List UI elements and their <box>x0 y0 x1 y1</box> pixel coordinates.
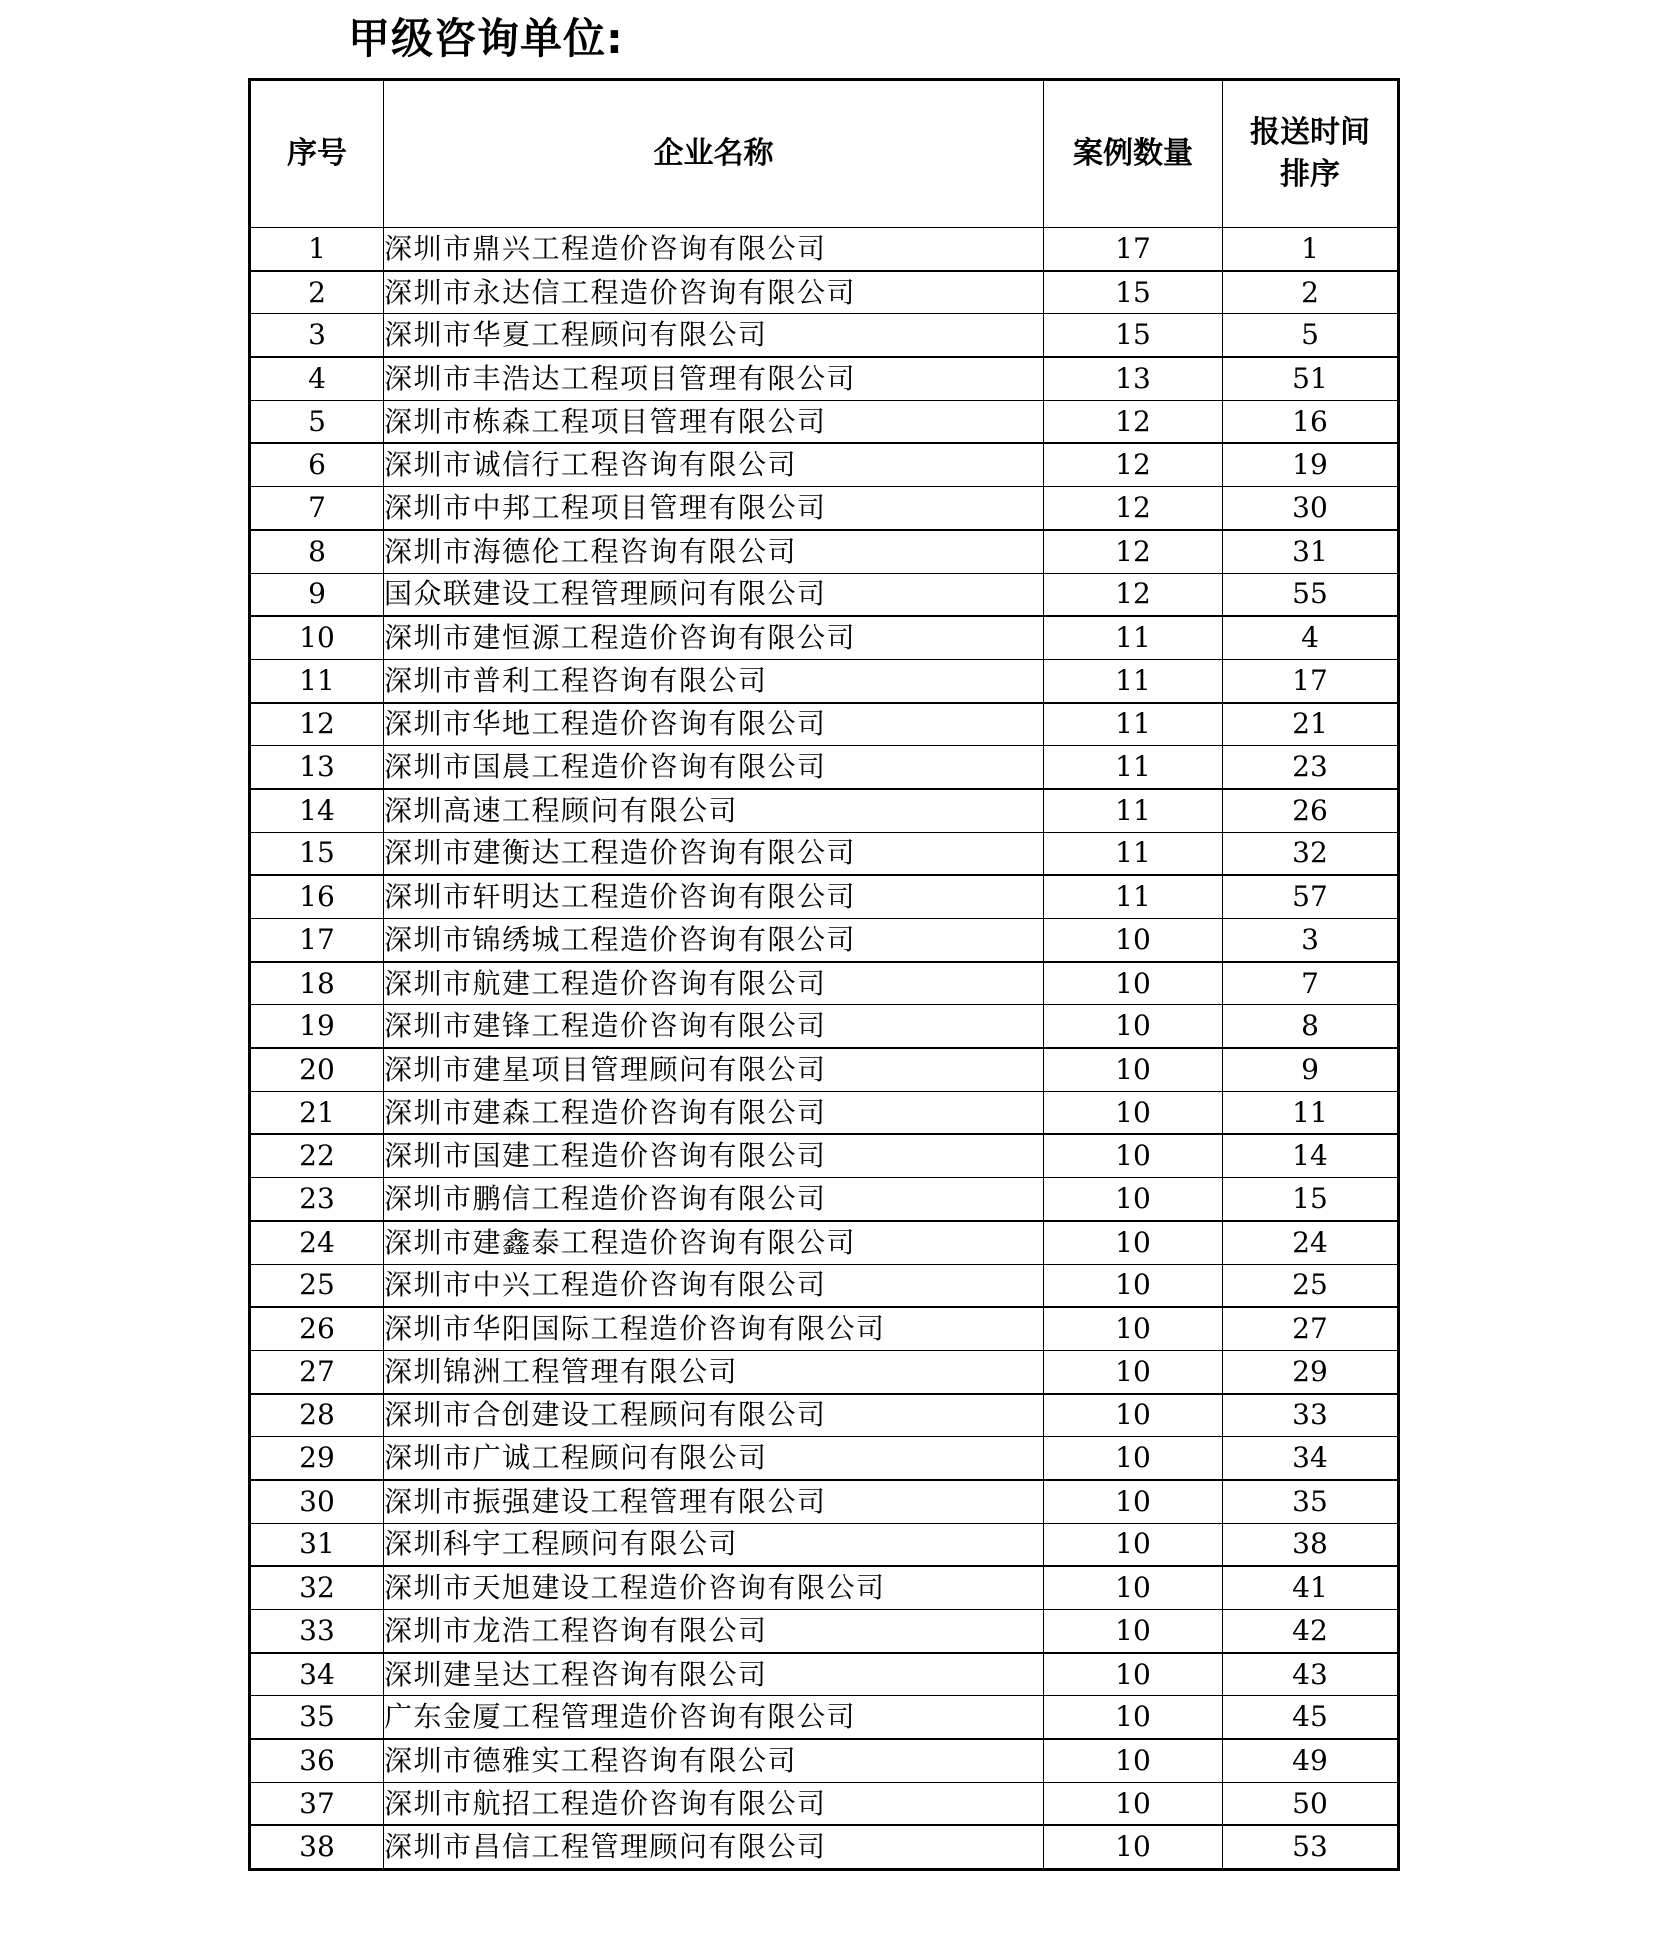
row-index: 18 <box>250 962 384 1005</box>
row-case-count: 11 <box>1044 659 1223 702</box>
row-submission-order: 25 <box>1223 1264 1399 1307</box>
row-company-name: 深圳市栋森工程项目管理有限公司 <box>384 400 1044 443</box>
row-index: 23 <box>250 1178 384 1221</box>
row-company-name: 深圳市航招工程造价咨询有限公司 <box>384 1782 1044 1825</box>
table-row <box>250 357 1399 400</box>
row-company-name: 深圳市天旭建设工程造价咨询有限公司 <box>384 1566 1044 1609</box>
table-row <box>250 1523 1399 1566</box>
table-row <box>250 1048 1399 1091</box>
row-case-count: 10 <box>1044 1134 1223 1177</box>
header-index: 序号 <box>250 80 384 228</box>
row-index: 17 <box>250 919 384 962</box>
row-company-name: 深圳市龙浩工程咨询有限公司 <box>384 1610 1044 1653</box>
header-submission-order-line2: 排序 <box>1280 157 1340 192</box>
table-row <box>250 1610 1399 1653</box>
table-row <box>250 1739 1399 1782</box>
header-submission-order <box>1223 80 1399 228</box>
row-index: 29 <box>250 1437 384 1480</box>
table-row <box>250 1307 1399 1350</box>
row-company-name: 深圳市国晨工程造价咨询有限公司 <box>384 746 1044 789</box>
table-row <box>250 443 1399 486</box>
table-row <box>250 1437 1399 1480</box>
row-index: 16 <box>250 875 384 918</box>
row-index: 9 <box>250 573 384 616</box>
row-company-name: 深圳市普利工程咨询有限公司 <box>384 659 1044 702</box>
row-submission-order: 21 <box>1223 703 1399 746</box>
row-case-count: 10 <box>1044 919 1223 962</box>
row-index: 30 <box>250 1480 384 1523</box>
row-submission-order: 2 <box>1223 271 1399 314</box>
header-row <box>250 80 1399 228</box>
table-row <box>250 659 1399 702</box>
row-submission-order: 11 <box>1223 1091 1399 1134</box>
row-case-count: 15 <box>1044 271 1223 314</box>
row-submission-order: 34 <box>1223 1437 1399 1480</box>
table-row <box>250 919 1399 962</box>
row-case-count: 10 <box>1044 1178 1223 1221</box>
row-case-count: 10 <box>1044 1825 1223 1869</box>
row-case-count: 10 <box>1044 1394 1223 1437</box>
row-company-name: 深圳市华地工程造价咨询有限公司 <box>384 703 1044 746</box>
row-index: 33 <box>250 1610 384 1653</box>
table-row <box>250 1221 1399 1264</box>
row-submission-order: 17 <box>1223 659 1399 702</box>
table-row <box>250 616 1399 659</box>
row-case-count: 10 <box>1044 962 1223 1005</box>
table-row <box>250 962 1399 1005</box>
row-company-name: 深圳锦洲工程管理有限公司 <box>384 1350 1044 1393</box>
row-case-count: 11 <box>1044 616 1223 659</box>
row-submission-order: 19 <box>1223 443 1399 486</box>
table-body <box>250 228 1399 1870</box>
row-submission-order: 43 <box>1223 1653 1399 1696</box>
row-submission-order: 53 <box>1223 1825 1399 1869</box>
row-index: 19 <box>250 1005 384 1048</box>
row-company-name: 深圳市德雅实工程咨询有限公司 <box>384 1739 1044 1782</box>
row-company-name: 深圳市华夏工程顾问有限公司 <box>384 314 1044 357</box>
row-submission-order: 42 <box>1223 1610 1399 1653</box>
row-index: 24 <box>250 1221 384 1264</box>
row-submission-order: 3 <box>1223 919 1399 962</box>
row-case-count: 10 <box>1044 1264 1223 1307</box>
row-company-name: 深圳市海德伦工程咨询有限公司 <box>384 530 1044 573</box>
row-submission-order: 9 <box>1223 1048 1399 1091</box>
table-row <box>250 487 1399 530</box>
row-case-count: 10 <box>1044 1653 1223 1696</box>
table-row <box>250 400 1399 443</box>
row-company-name: 深圳市广诚工程顾问有限公司 <box>384 1437 1044 1480</box>
table-row <box>250 1134 1399 1177</box>
row-company-name: 深圳市建星项目管理顾问有限公司 <box>384 1048 1044 1091</box>
row-company-name: 深圳市建锋工程造价咨询有限公司 <box>384 1005 1044 1048</box>
row-index: 21 <box>250 1091 384 1134</box>
row-case-count: 11 <box>1044 746 1223 789</box>
row-index: 32 <box>250 1566 384 1609</box>
row-submission-order: 7 <box>1223 962 1399 1005</box>
row-submission-order: 16 <box>1223 400 1399 443</box>
row-index: 3 <box>250 314 384 357</box>
row-company-name: 深圳高速工程顾问有限公司 <box>384 789 1044 832</box>
table-row <box>250 1480 1399 1523</box>
row-case-count: 11 <box>1044 832 1223 875</box>
row-company-name: 深圳科宇工程顾问有限公司 <box>384 1523 1044 1566</box>
row-submission-order: 24 <box>1223 1221 1399 1264</box>
table-row <box>250 832 1399 875</box>
row-company-name: 深圳市鼎兴工程造价咨询有限公司 <box>384 228 1044 271</box>
table-row <box>250 746 1399 789</box>
header-submission-order-line1: 报送时间 <box>1250 115 1370 150</box>
row-submission-order: 23 <box>1223 746 1399 789</box>
row-submission-order: 31 <box>1223 530 1399 573</box>
row-case-count: 13 <box>1044 357 1223 400</box>
row-company-name: 深圳市国建工程造价咨询有限公司 <box>384 1134 1044 1177</box>
row-company-name: 深圳市诚信行工程咨询有限公司 <box>384 443 1044 486</box>
table-row <box>250 1178 1399 1221</box>
table-row <box>250 1005 1399 1048</box>
row-case-count: 10 <box>1044 1782 1223 1825</box>
row-index: 2 <box>250 271 384 314</box>
row-company-name: 深圳市昌信工程管理顾问有限公司 <box>384 1825 1044 1869</box>
row-company-name: 国众联建设工程管理顾问有限公司 <box>384 573 1044 616</box>
row-case-count: 10 <box>1044 1307 1223 1350</box>
row-case-count: 12 <box>1044 443 1223 486</box>
row-submission-order: 50 <box>1223 1782 1399 1825</box>
row-company-name: 深圳市中兴工程造价咨询有限公司 <box>384 1264 1044 1307</box>
row-submission-order: 15 <box>1223 1178 1399 1221</box>
row-index: 8 <box>250 530 384 573</box>
row-index: 14 <box>250 789 384 832</box>
row-index: 13 <box>250 746 384 789</box>
row-submission-order: 41 <box>1223 1566 1399 1609</box>
row-index: 7 <box>250 487 384 530</box>
table-row <box>250 1653 1399 1696</box>
row-index: 31 <box>250 1523 384 1566</box>
row-index: 15 <box>250 832 384 875</box>
row-submission-order: 4 <box>1223 616 1399 659</box>
row-index: 10 <box>250 616 384 659</box>
row-company-name: 深圳建呈达工程咨询有限公司 <box>384 1653 1044 1696</box>
table-row <box>250 573 1399 616</box>
row-company-name: 深圳市建衡达工程造价咨询有限公司 <box>384 832 1044 875</box>
row-index: 11 <box>250 659 384 702</box>
row-index: 22 <box>250 1134 384 1177</box>
header-case-count: 案例数量 <box>1044 80 1223 228</box>
row-submission-order: 5 <box>1223 314 1399 357</box>
row-company-name: 深圳市合创建设工程顾问有限公司 <box>384 1394 1044 1437</box>
row-submission-order: 38 <box>1223 1523 1399 1566</box>
row-company-name: 深圳市建恒源工程造价咨询有限公司 <box>384 616 1044 659</box>
row-index: 25 <box>250 1264 384 1307</box>
row-case-count: 10 <box>1044 1696 1223 1739</box>
row-submission-order: 57 <box>1223 875 1399 918</box>
row-case-count: 17 <box>1044 228 1223 271</box>
row-submission-order: 32 <box>1223 832 1399 875</box>
row-index: 12 <box>250 703 384 746</box>
table-row <box>250 271 1399 314</box>
row-case-count: 11 <box>1044 789 1223 832</box>
row-submission-order: 30 <box>1223 487 1399 530</box>
table-row <box>250 530 1399 573</box>
row-submission-order: 55 <box>1223 573 1399 616</box>
row-case-count: 10 <box>1044 1048 1223 1091</box>
row-index: 28 <box>250 1394 384 1437</box>
table-row <box>250 1264 1399 1307</box>
page-heading: 甲级咨询单位: <box>348 14 624 63</box>
row-submission-order: 27 <box>1223 1307 1399 1350</box>
row-submission-order: 49 <box>1223 1739 1399 1782</box>
row-index: 20 <box>250 1048 384 1091</box>
table-row <box>250 314 1399 357</box>
row-index: 38 <box>250 1825 384 1869</box>
row-company-name: 深圳市轩明达工程造价咨询有限公司 <box>384 875 1044 918</box>
row-index: 34 <box>250 1653 384 1696</box>
table-row <box>250 789 1399 832</box>
row-company-name: 深圳市永达信工程造价咨询有限公司 <box>384 271 1044 314</box>
row-company-name: 深圳市建鑫泰工程造价咨询有限公司 <box>384 1221 1044 1264</box>
table-row <box>250 703 1399 746</box>
table-row <box>250 1394 1399 1437</box>
header-company-name: 企业名称 <box>384 80 1044 228</box>
row-case-count: 11 <box>1044 703 1223 746</box>
table-row <box>250 1091 1399 1134</box>
row-company-name: 深圳市鹏信工程造价咨询有限公司 <box>384 1178 1044 1221</box>
row-index: 5 <box>250 400 384 443</box>
row-index: 6 <box>250 443 384 486</box>
table-row <box>250 1696 1399 1739</box>
company-table <box>248 78 1400 1871</box>
table-row <box>250 1350 1399 1393</box>
table-row <box>250 228 1399 271</box>
row-index: 37 <box>250 1782 384 1825</box>
row-case-count: 10 <box>1044 1610 1223 1653</box>
row-case-count: 10 <box>1044 1350 1223 1393</box>
row-case-count: 10 <box>1044 1566 1223 1609</box>
row-case-count: 15 <box>1044 314 1223 357</box>
row-case-count: 12 <box>1044 400 1223 443</box>
table-row <box>250 1566 1399 1609</box>
row-case-count: 10 <box>1044 1005 1223 1048</box>
row-case-count: 10 <box>1044 1523 1223 1566</box>
table-row <box>250 1782 1399 1825</box>
row-case-count: 10 <box>1044 1437 1223 1480</box>
row-submission-order: 26 <box>1223 789 1399 832</box>
row-company-name: 深圳市锦绣城工程造价咨询有限公司 <box>384 919 1044 962</box>
table-header <box>250 80 1399 228</box>
row-submission-order: 14 <box>1223 1134 1399 1177</box>
row-submission-order: 45 <box>1223 1696 1399 1739</box>
row-case-count: 10 <box>1044 1091 1223 1134</box>
table-row <box>250 1825 1399 1869</box>
row-company-name: 深圳市振强建设工程管理有限公司 <box>384 1480 1044 1523</box>
row-submission-order: 35 <box>1223 1480 1399 1523</box>
row-company-name: 深圳市航建工程造价咨询有限公司 <box>384 962 1044 1005</box>
row-company-name: 深圳市丰浩达工程项目管理有限公司 <box>384 357 1044 400</box>
row-case-count: 12 <box>1044 530 1223 573</box>
row-index: 35 <box>250 1696 384 1739</box>
row-case-count: 10 <box>1044 1739 1223 1782</box>
row-submission-order: 1 <box>1223 228 1399 271</box>
row-index: 36 <box>250 1739 384 1782</box>
table-row <box>250 875 1399 918</box>
row-company-name: 深圳市建森工程造价咨询有限公司 <box>384 1091 1044 1134</box>
row-index: 4 <box>250 357 384 400</box>
row-case-count: 10 <box>1044 1221 1223 1264</box>
row-case-count: 10 <box>1044 1480 1223 1523</box>
row-index: 1 <box>250 228 384 271</box>
row-company-name: 深圳市华阳国际工程造价咨询有限公司 <box>384 1307 1044 1350</box>
row-submission-order: 33 <box>1223 1394 1399 1437</box>
row-submission-order: 29 <box>1223 1350 1399 1393</box>
row-case-count: 12 <box>1044 487 1223 530</box>
row-index: 27 <box>250 1350 384 1393</box>
row-company-name: 深圳市中邦工程项目管理有限公司 <box>384 487 1044 530</box>
row-company-name: 广东金厦工程管理造价咨询有限公司 <box>384 1696 1044 1739</box>
row-index: 26 <box>250 1307 384 1350</box>
row-case-count: 12 <box>1044 573 1223 616</box>
row-submission-order: 8 <box>1223 1005 1399 1048</box>
row-case-count: 11 <box>1044 875 1223 918</box>
row-submission-order: 51 <box>1223 357 1399 400</box>
